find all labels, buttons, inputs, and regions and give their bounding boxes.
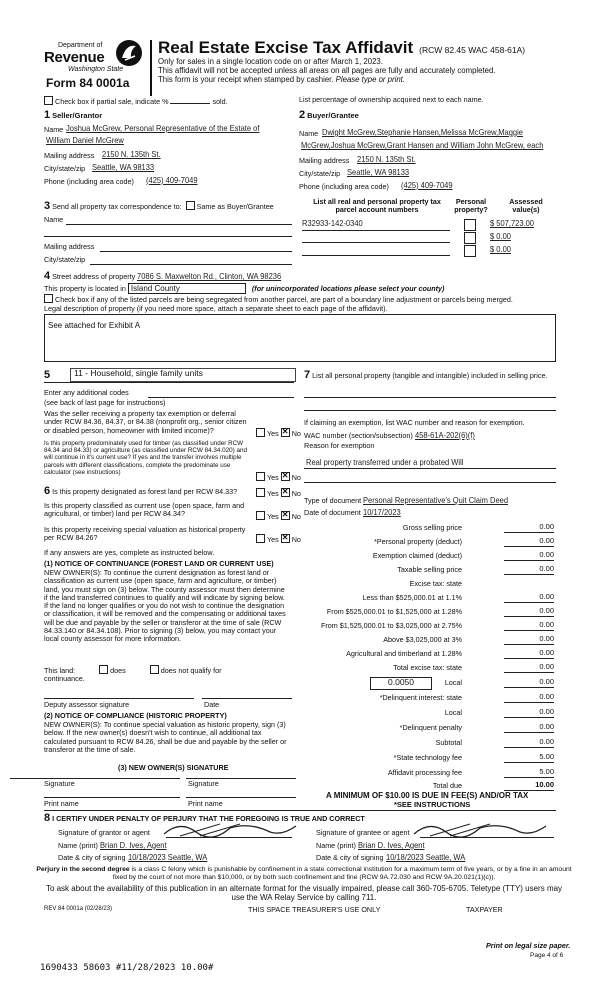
personal-property-line-2[interactable]	[304, 410, 556, 411]
buyer-phone[interactable]: (425) 409-7049	[401, 181, 453, 190]
tax-label-total-state: Total excise tax: state	[393, 663, 462, 672]
corr-name-line[interactable]	[66, 224, 292, 225]
form-revision: REV 84 0001a (02/28/23)	[44, 906, 113, 912]
doc-type[interactable]: Personal Representative's Quit Claim Deed	[363, 496, 509, 505]
tax-label-subtotal: Subtotal	[435, 738, 462, 747]
personal-checkbox-2[interactable]	[464, 232, 476, 244]
current-use-yes-checkbox[interactable]	[256, 511, 265, 520]
grantee-date-city[interactable]: 10/18/2023 Seattle, WA	[385, 853, 465, 862]
exemption-reason[interactable]: Real property transferred under a probated Will	[306, 458, 464, 467]
tax-value-bracket-1[interactable]: 0.00	[504, 593, 554, 603]
section5-rule	[44, 382, 294, 383]
tax-value-bracket-4[interactable]: 0.00	[504, 635, 554, 645]
buyer-name-label: Name	[299, 129, 319, 138]
additional-codes-label: Enter any additional codes	[44, 388, 129, 397]
header-notice-1: Only for sales in a single location code on or after March 1, 2023.	[158, 57, 383, 66]
personal-checkbox-3[interactable]	[464, 245, 476, 257]
grantee-print-name[interactable]: Brian D. Ives, Agent	[357, 841, 425, 850]
section5-num: 5	[44, 369, 51, 381]
continuance-label: continuance.	[44, 674, 85, 683]
wac-row: WAC number (section/subsection) 458-61A-202(6)(f)	[304, 431, 475, 440]
tax-label-excise-state: Excise tax: state	[409, 579, 462, 588]
buyer-heading: 2 Buyer/Grantee	[299, 109, 359, 121]
notice-continuance-title: (1) NOTICE OF CONTINUANCE (FOREST LAND OR CURRENT USE)	[44, 559, 274, 568]
current-use-no-checkbox[interactable]	[281, 511, 290, 520]
reason-line	[304, 468, 556, 469]
segregated-row: Check box if any of the listed parcels are being segregated from another parcel, are part of a boundary line adjustment or parcels being merged.	[44, 294, 513, 304]
header-divider	[150, 40, 152, 96]
assessed-value-2[interactable]: $ 0.00	[490, 232, 511, 241]
section8-top-rule	[44, 810, 556, 811]
tax-value-gross[interactable]: 0.00	[504, 523, 554, 533]
exemption-yes-checkbox[interactable]	[256, 428, 265, 437]
buyer-name-2[interactable]: McGrew,Joshua McGrew,Grant Hansen and William John McGrew, each	[301, 141, 544, 150]
exemption-claim-label: If claiming an exemption, list WAC number and reason for exemption.	[304, 418, 525, 427]
tax-value-personal[interactable]: 0.00	[504, 537, 554, 547]
seller-phone-label: Phone (including area code)	[44, 177, 134, 186]
legal-description-box[interactable]	[44, 314, 556, 362]
tax-label-total-due: Total due	[432, 781, 462, 790]
treasurer-use-label: THIS SPACE TREASURER'S USE ONLY	[248, 905, 381, 914]
notice-compliance-text: NEW OWNER(S): To continue special valuation as historic property, sign (3) below. If the new owner(s) doesn't wish to continue, all additional tax calculated pursuant to RCW 84.26, shall be due and payable by the seller or transferor at the time of sale.	[44, 720, 287, 754]
tax-label-personal: *Personal property (deduct)	[374, 537, 462, 546]
new-owner-sig-label-1: Signature	[44, 779, 75, 788]
partial-sale-checkbox[interactable]	[44, 96, 53, 105]
assessed-value-1[interactable]: $ 507,723.00	[490, 219, 534, 228]
form-number: Form 84 0001a	[46, 76, 130, 90]
tax-label-local: Local	[444, 678, 462, 687]
forest-no-checkbox[interactable]	[281, 488, 290, 497]
grantor-date-row: Date & city of signing 10/18/2023 Seattle, WA	[58, 853, 207, 862]
dor-logo	[44, 38, 148, 98]
tax-label-gross: Gross selling price	[402, 523, 462, 532]
assessor-signature-label: Deputy assessor signature	[44, 700, 130, 709]
tax-label-delinquent-local: Local	[444, 708, 462, 717]
current-use-yes-no: Yes ✕ No	[256, 511, 301, 521]
grantor-sig-label: Signature of grantor or agent	[58, 828, 150, 837]
tax-value-bracket-2[interactable]: 0.00	[504, 607, 554, 617]
wa-seal-icon	[114, 38, 144, 68]
seller-mail-label: Mailing address	[44, 151, 95, 160]
tax-label-processing-fee: Affidavit processing fee	[387, 768, 462, 777]
exemption-question: Was the seller receiving a property tax exemption or deferral under RCW 84.36, 84.37, or 84.38 (nonprofit org., senior citizen or disabled person, homeowner with limited income)?	[44, 409, 247, 435]
corr-city-label: City/state/zip	[44, 255, 86, 264]
tax-value-bracket-3[interactable]: 0.00	[504, 621, 554, 631]
tax-value-agricultural[interactable]: 0.00	[504, 649, 554, 659]
exemption-no-checkbox[interactable]	[281, 428, 290, 437]
seller-heading: 1 Seller/Grantor	[44, 109, 103, 121]
dept-of-label: Department of	[58, 42, 103, 49]
seller-mail[interactable]: 2150 N. 135th St.	[102, 150, 161, 159]
tax-label-bracket-3: From $1,525,000.01 to $3,025,000 at 2.75%	[320, 621, 462, 630]
new-owner-print-line-2[interactable]	[186, 797, 296, 798]
buyer-city[interactable]: Seattle, WA 98133	[347, 168, 410, 177]
new-owner-sig-title: (3) NEW OWNER(S) SIGNATURE	[118, 763, 229, 772]
personal-property-line-1[interactable]	[304, 397, 556, 398]
seller-city[interactable]: Seattle, WA 98133	[92, 163, 155, 172]
new-owner-sig-label-2: Signature	[188, 779, 219, 788]
new-owner-print-label-1: Print name	[44, 799, 79, 808]
legal-size-note: Print on legal size paper.	[486, 941, 571, 950]
county-select[interactable]: Island County	[128, 283, 246, 294]
correspondence-heading: 3 Send all property tax correspondence to: Same as Buyer/Grantee	[44, 200, 274, 212]
seller-city-label: City/state/zip	[44, 164, 86, 173]
grantee-name-row: Name (print) Brian D. Ives, Agent	[316, 841, 425, 850]
partial-sale-row: Check box if partial sale, indicate % sold.	[44, 96, 228, 106]
tax-label-bracket-1: Less than $525,000.01 at 1.1%	[362, 593, 462, 602]
tax-value-tech-fee[interactable]: 5.00	[504, 753, 554, 763]
county-row: This property is located in Island County (for unincorporated locations please select your county)	[44, 284, 445, 293]
grantee-sig-label: Signature of grantee or agent	[316, 828, 410, 837]
parcel-number-1[interactable]: R32933-142-0340	[302, 219, 363, 228]
assessor-signature-line[interactable]	[44, 698, 194, 699]
buyer-mail-label: Mailing address	[299, 156, 350, 165]
assessed-value-3[interactable]: $ 0.00	[490, 245, 511, 254]
tax-label-delinquent-interest: *Delinquent interest: state	[379, 693, 462, 702]
buyer-name-1[interactable]: Dwight McGrew,Stephanie Hansen,Melissa McGrew,Maggie	[322, 128, 523, 137]
grantor-date-city[interactable]: 10/18/2023 Seattle, WA	[127, 853, 207, 862]
tax-value-total-due[interactable]: 10.00	[504, 781, 554, 791]
tax-value-delinquent-penalty[interactable]: 0.00	[504, 723, 554, 733]
reason-line-2	[304, 482, 556, 483]
historic-yes-no: Yes ✕ No	[256, 534, 301, 544]
new-owner-print-label-2: Print name	[188, 799, 223, 808]
tax-value-delinquent-interest[interactable]: 0.00	[504, 693, 554, 703]
land-does-not-checkbox[interactable]	[150, 665, 159, 674]
corr-city-line[interactable]	[90, 264, 292, 265]
recording-stamp: 1690433 58603 #11/28/2023 10.00#	[40, 963, 214, 973]
corr-mail-line[interactable]	[100, 251, 292, 252]
perjury-notice: Perjury in the second degree is a class C felony which is punishable by confinement in a state correctional institution for a maximum term of five years, or by a fine in an amount fixed by the court of not more than $10,000, or by both such confinement and fine (RCW 9A.72.030 and RCW 9A.20.021(1)(c)).	[36, 866, 572, 881]
personal-property-heading: 7 List all personal property (tangible and intangible) included in selling price.	[304, 369, 548, 381]
historic-question: Is this property receiving special valuation as historical property per RCW 84.26?	[44, 525, 246, 543]
tax-label-delinquent-penalty: *Delinquent penalty	[399, 723, 462, 732]
legal-description: See attached for Exhibit A	[48, 321, 141, 330]
tax-value-subtotal[interactable]: 0.00	[504, 738, 554, 748]
historic-no-checkbox[interactable]	[281, 534, 290, 543]
buyer-city-label: City/state/zip	[299, 169, 341, 178]
buyer-mail[interactable]: 2150 N. 135th St.	[357, 155, 416, 164]
taxpayer-label: TAXPAYER	[466, 905, 503, 914]
see-instructions-note: *SEE INSTRUCTIONS	[394, 800, 471, 809]
wa-state-label: Washington State	[68, 66, 124, 73]
forest-yes-no: Yes ✕ No	[256, 488, 301, 498]
grantor-name-row: Name (print) Brian D. Ives, Agent	[58, 841, 167, 850]
legal-desc-label: Legal description of property (if you need more space, attach a separate sheet to each page of the affidavit).	[44, 304, 388, 313]
grantor-signature-mark	[160, 818, 300, 840]
tax-label-exemption: Exemption claimed (deduct)	[372, 551, 462, 560]
tax-label-tech-fee: *State technology fee	[393, 753, 462, 762]
form-title: Real Estate Excise Tax Affidavit	[158, 38, 414, 57]
minimum-fee-note: A MINIMUM OF $10.00 IS DUE IN FEE(S) AND/OR TAX	[326, 791, 529, 800]
segregated-checkbox[interactable]	[44, 294, 53, 303]
exemption-yes-no: Yes ✕ No	[256, 428, 301, 438]
parcel-line-1[interactable]	[302, 230, 450, 231]
parcel-header: List all real and personal property tax parcel account numbers	[313, 197, 441, 215]
revenue-wordmark: Revenue	[44, 49, 105, 66]
tax-value-processing-fee[interactable]: 5.00	[504, 768, 554, 778]
land-qualify-row: This land: does does not qualify for	[44, 666, 222, 675]
corr-name-label: Name	[44, 215, 64, 224]
assessor-date-label: Date	[204, 700, 220, 709]
personal-header: Personal property?	[454, 197, 488, 215]
header-notice-3: This form is your receipt when stamped by cashier. Please type or print.	[158, 75, 406, 84]
doc-date[interactable]: 10/17/2023	[362, 508, 401, 517]
timber-no-checkbox[interactable]	[281, 472, 290, 481]
parcel-line-3[interactable]	[302, 255, 450, 256]
grantor-print-name[interactable]: Brian D. Ives, Agent	[99, 841, 167, 850]
street-row: 4 Street address of property 7086 S. Maxwelton Rd., Clinton, WA 98236	[44, 270, 282, 282]
tax-label-bracket-2: From $525,000.01 to $1,525,000 at 1.28%	[326, 607, 462, 616]
form-rcw: (RCW 82.45 WAC 458-61A)	[419, 45, 526, 55]
seller-name-2[interactable]: William Daniel McGrew	[46, 136, 124, 145]
tax-label-bracket-4: Above $3,025,000 at 3%	[383, 635, 462, 644]
doc-type-row: Type of document Personal Representative's Quit Claim Deed	[304, 496, 509, 505]
notice-continuance-text: NEW OWNER(S): To continue the current designation as forest land or classification as current use (open space, farm and agriculture, or timber) land, you must sign on (3) below. The county assessor must then determine if the land transferred continues to qualify and will indicate by signing below. If the land no longer qualifies or you do not wish to continue the designation or classification, it will be removed and the compensating or additional taxes will be due and payable by the seller or transferor at the time of sale (RCW 84.33.140 or 84.34.108). Prior to signing (3) below, you may contact your local county assessor for more information.	[44, 568, 286, 644]
current-use-question: Is this property classified as current use (open space, farm and agricultural, or timber) land per RCW 84.34?	[44, 501, 245, 519]
parcel-line-2[interactable]	[302, 242, 450, 243]
page-number: Page 4 of 6	[530, 952, 564, 959]
personal-checkbox-1[interactable]	[464, 219, 476, 231]
new-owner-print-line-1[interactable]	[44, 797, 180, 798]
timber-yes-checkbox[interactable]	[256, 472, 265, 481]
corr-mail-label: Mailing address	[44, 242, 95, 251]
notice-compliance-title: (2) NOTICE OF COMPLIANCE (HISTORIC PROPERTY)	[44, 711, 227, 720]
seller-name-1[interactable]: Joshua McGrew, Personal Representative of the Estate of	[66, 124, 260, 133]
doc-date-row: Date of document 10/17/2023	[304, 508, 401, 517]
wac-number[interactable]: 458-61A-202(6)(f)	[414, 431, 475, 440]
new-owner-sig-line-1[interactable]	[10, 778, 180, 779]
see-back-note: (see back of last page for instructions)	[44, 398, 166, 407]
header-notice-2: This affidavit will not be accepted unless all areas on all pages are fully and accurately completed.	[158, 66, 496, 75]
tax-label-agricultural: Agricultural and timberland at 1.28%	[346, 649, 462, 658]
seller-phone[interactable]: (425) 409-7049	[146, 176, 198, 185]
grantee-signature-mark	[410, 818, 550, 840]
historic-yes-checkbox[interactable]	[256, 534, 265, 543]
timber-question: Is this property predominately used for timber (as classified under RCW 84.34 and 84.33) or agriculture (as classified under RCW 84.34.020) and will continue in it's current use? If yes and the transfer involves multiple parcels with different classifications, complete the predominate use calculator (see instructions)	[44, 440, 248, 476]
tax-value-local[interactable]: 0.00	[504, 678, 554, 688]
if-yes-note: If any answers are yes, complete as instructed below.	[44, 548, 215, 557]
same-as-buyer-checkbox[interactable]	[186, 201, 195, 210]
assessed-header: Assessed value(s)	[509, 197, 543, 215]
certify-heading: 8 I CERTIFY UNDER PENALTY OF PERJURY THAT THE FOREGOING IS TRUE AND CORRECT	[44, 812, 365, 824]
tax-value-taxable[interactable]: 0.00	[504, 565, 554, 575]
seller-name-label: Name	[44, 125, 64, 134]
assessor-date-line[interactable]	[202, 698, 292, 699]
local-rate-box[interactable]: 0.0050	[370, 677, 432, 690]
tax-value-total-state[interactable]: 0.00	[504, 663, 554, 673]
accessibility-notice: To ask about the availability of this publication in an alternate format for the visually impaired, please call 360-705-6705. Teletype (TTY) users may use the WA Relay Service by calling 711.	[45, 884, 563, 903]
additional-codes-line[interactable]	[148, 397, 294, 398]
land-does-checkbox[interactable]	[99, 665, 108, 674]
form-title-row	[158, 38, 525, 58]
grantee-date-row: Date & city of signing 10/18/2023 Seattle, WA	[316, 853, 465, 862]
forest-yes-checkbox[interactable]	[256, 488, 265, 497]
ownership-note: List percentage of ownership acquired next to each name.	[299, 95, 484, 104]
tax-value-delinquent-local[interactable]: 0.00	[504, 708, 554, 718]
corr-name-line-2[interactable]	[44, 236, 292, 237]
buyer-phone-label: Phone (including area code)	[299, 182, 389, 191]
street-address[interactable]: 7086 S. Maxwelton Rd., Clinton, WA 98236	[137, 272, 282, 281]
reason-label: Reason for exemption	[304, 441, 375, 450]
forest-question: 6 Is this property designated as forest land per RCW 84.33?	[44, 485, 238, 497]
land-use-code-select[interactable]: 11 - Household, single family units	[70, 368, 296, 382]
tax-value-exemption[interactable]: 0.00	[504, 551, 554, 561]
tax-label-taxable: Taxable selling price	[397, 565, 462, 574]
timber-yes-no: Yes ✕ No	[256, 472, 301, 482]
